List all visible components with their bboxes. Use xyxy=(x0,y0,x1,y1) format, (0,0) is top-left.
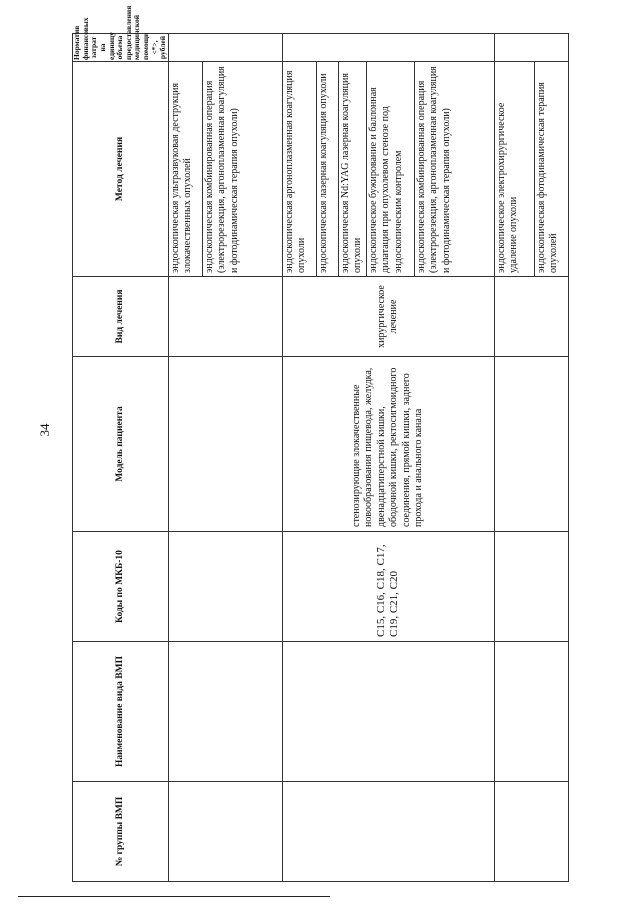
cell-cost-norm xyxy=(282,34,494,62)
header-patient-model: Модель пациента xyxy=(73,357,169,532)
header-treatment-type: Вид лечения xyxy=(73,277,169,357)
footer-rule xyxy=(18,896,330,897)
header-group-no: № группы ВМП xyxy=(73,782,169,882)
cell-method: эндоскопическая комбинированная операция (электрорезекция, аргоноплазменная коагуляция и фотодинамическая терапия опухоли) xyxy=(414,62,494,277)
page-number: 34 xyxy=(37,423,52,437)
cell-method: эндоскопическая фотодинамическая терапия опухолей xyxy=(534,62,568,277)
cell-patient-model xyxy=(494,357,568,532)
cell-method: эндоскопическая аргоноплазменная коагуляция опухоли xyxy=(282,62,316,277)
cell-method: эндоскопическая комбинированная операция (электрорезекция, аргоноплазменная коагуляция и фотодинамическая терапия опухоли) xyxy=(202,62,282,277)
table-row xyxy=(168,34,202,882)
header-cost-norm: Норматив финансовых затрат на единицу объема предоставления медицинской помощи <*>, рублей xyxy=(72,5,168,60)
cell-group-no xyxy=(168,782,282,882)
cell-vmp-name xyxy=(168,642,282,782)
header-treatment-method: Метод лечения xyxy=(73,62,169,277)
cell-method: эндоскопическая лазерная коагуляция опухоли xyxy=(316,62,338,277)
rotated-table-container xyxy=(72,5,560,882)
cell-method: эндоскопическое бужирование и баллонная дилатация при опухолевом стенозе под эндоскопическим контролем xyxy=(366,62,414,277)
header-icd-codes: Коды по МКБ-10 xyxy=(73,532,169,642)
cell-treatment-type: хирургическое лечение xyxy=(282,277,494,357)
cell-method: эндоскопическое электрохирургическое удаление опухоли xyxy=(494,62,534,277)
cell-vmp-name xyxy=(282,642,494,782)
cell-icd-codes: C15, C16, C18, C17, C19, C21, C20 xyxy=(282,532,494,642)
cell-icd-codes xyxy=(494,532,568,642)
vmp-table xyxy=(72,5,569,882)
cell-group-no xyxy=(494,782,568,882)
cell-treatment-type xyxy=(494,277,568,357)
cell-cost-norm xyxy=(494,34,568,62)
cell-method: эндоскопическая ультразвуковая деструкция злокачественных опухолей xyxy=(168,62,202,277)
table-row xyxy=(494,34,534,882)
cell-vmp-name xyxy=(494,642,568,782)
cell-patient-model xyxy=(168,357,282,532)
cell-icd-codes xyxy=(168,532,282,642)
cell-group-no xyxy=(282,782,494,882)
cell-treatment-type xyxy=(168,277,282,357)
cell-method: эндоскопическая Nd:YAG лазерная коагуляция опухоли xyxy=(338,62,366,277)
header-row xyxy=(73,34,169,882)
table-row xyxy=(282,34,316,882)
cell-cost-norm xyxy=(168,34,282,62)
cell-patient-model: стенозирующие злокачественные новообразования пищевода, желудка, двенадцатиперстной кишки, ободочной кишки, ректосигмоидного соединения, прямой кишки, заднего прохода и анального канала xyxy=(282,357,494,532)
header-vmp-name: Наименование вида ВМП xyxy=(73,642,169,782)
